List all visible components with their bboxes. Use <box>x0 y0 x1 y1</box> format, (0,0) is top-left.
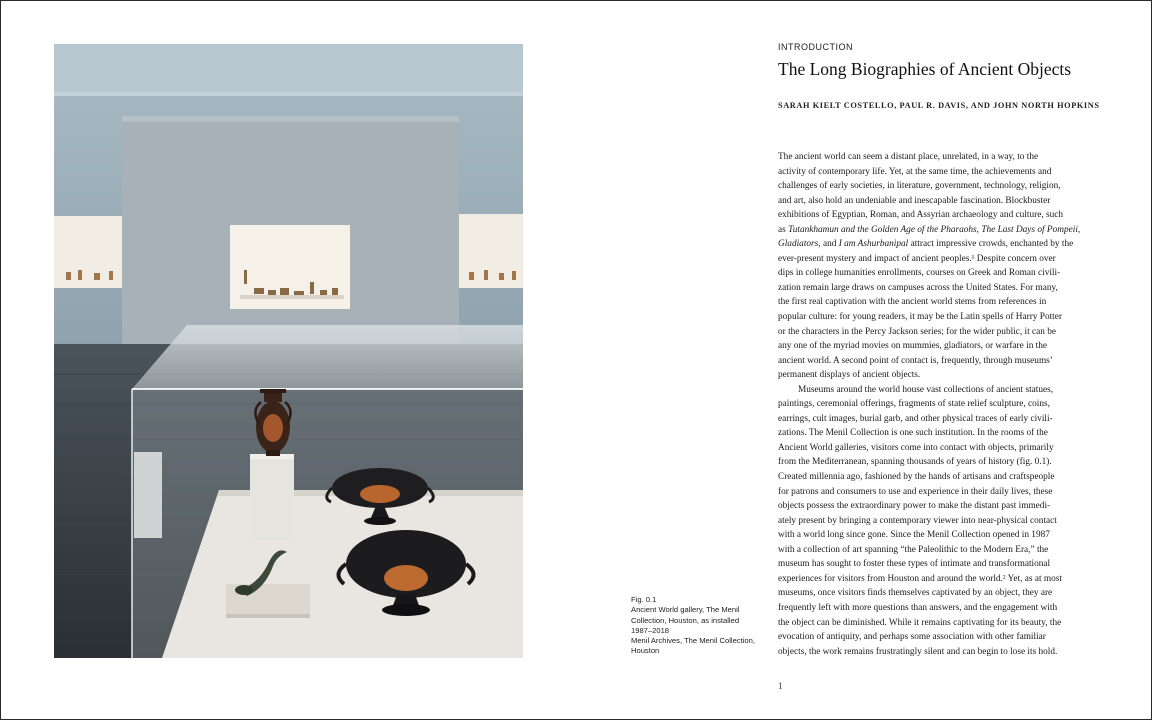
body-line: with a world long since gone. Since the Menil Collection opened in 1987 <box>778 530 1050 541</box>
body-line: the first real captivation with the ancient world stems from references in <box>778 297 1047 308</box>
body-line: frequently left with more questions than answers, and the engagement with <box>778 602 1058 613</box>
body-line: Created millennia ago, fashioned by the hands of artisans and craftspeople <box>778 472 1055 483</box>
body-line: Ancient World galleries, visitors come into contact with objects, primarily <box>778 442 1054 453</box>
gallery-photo-illustration <box>54 44 523 658</box>
body-line: zations. The Menil Collection is one such institution. In the rooms of the <box>778 428 1048 439</box>
body-line: zation remain large draws on campuses across the United States. For many, <box>778 282 1058 293</box>
body-line: evocation of antiquity, and perhaps some association with other familiar <box>778 632 1046 643</box>
caption-line: Menil Archives, The Menil Collection, <box>631 636 755 646</box>
body-line-lead: as <box>778 224 789 235</box>
body-line: museums, once visitors finds themselves captivated by an object, they are <box>778 588 1053 599</box>
italic-title: I am Ashurbanipal <box>838 239 909 250</box>
separator: , and <box>818 239 839 250</box>
body-line: for patrons and consumers to use and experience in their daily lives, these <box>778 486 1053 497</box>
body-line: objects possess the extraordinary power to make the distant past immedi- <box>778 501 1051 512</box>
body-line: the object can be diminished. While it remains captivating for its beauty, the <box>778 617 1062 628</box>
body-line: with a collection of art spanning “the Paleolithic to the Modern Era,” the <box>778 544 1049 555</box>
body-line: from the Mediterranean, spanning thousands of years of history (fig. 0.1). <box>778 457 1052 468</box>
body-line: paintings, ceremonial offerings, fragments of state relief sculpture, coins, <box>778 399 1050 410</box>
separator: , <box>976 224 982 235</box>
body-line: permanent displays of ancient objects. <box>778 370 921 381</box>
body-line: challenges of early societies, in literature, government, technology, religion, <box>778 181 1061 192</box>
body-line: dips in college humanities enrollments, courses on Greek and Roman civili- <box>778 268 1061 279</box>
chapter-title: The Long Biographies of Ancient Objects <box>778 59 1072 79</box>
caption-line: Ancient World gallery, The Menil <box>631 605 740 615</box>
caption-line: Fig. 0.1 <box>631 595 657 604</box>
body-line: or the characters in the Percy Jackson series; for the wider public, it can be <box>778 326 1057 337</box>
italic-title: The Last Days of Pompeii <box>981 224 1078 235</box>
body-line: ancient world. A second point of contact is, frequently, through museums’ <box>778 355 1053 366</box>
body-line <box>778 223 1100 238</box>
body-line: objects, the work remains frustratingly silent and can begin to lose its hold. <box>778 646 1058 657</box>
body-line-tail: attract impressive crowds, enchanted by the <box>908 239 1074 250</box>
body-line: popular culture: for young readers, it may be the Latin spells of Harry Potter <box>778 312 1062 323</box>
separator: , <box>1077 224 1081 235</box>
body-line: Museums around the world house vast collections of ancient statues, <box>798 384 1054 395</box>
body-line: earrings, cult images, burial garb, and other physical traces of early civili- <box>778 413 1053 424</box>
chapter-authors: SARAH KIELT COSTELLO, PAUL R. DAVIS, AND JOHN NORTH HOPKINS <box>778 101 1100 110</box>
body-line: any one of the myriad movies on mummies, gladiators, or warfare in the <box>778 341 1048 352</box>
body-line: experiences for visitors from Houston and around the world.² Yet, as at most <box>778 573 1062 584</box>
body-line: ever-present mystery and impact of ancient peoples.¹ Despite concern over <box>778 253 1056 264</box>
figure-caption <box>631 595 761 657</box>
body-line: exhibitions of Egyptian, Roman, and Assyrian archaeology and culture, such <box>778 210 1064 221</box>
italic-title: Tutankhamun and the Golden Age of the Pharaohs <box>788 224 977 235</box>
body-line: The ancient world can seem a distant place, unrelated, in a way, to the <box>778 152 1039 162</box>
italic-title: Gladiators <box>778 239 819 250</box>
body-line: activity of contemporary life. Yet, at the same time, the achievements and <box>778 166 1052 177</box>
body-line: ately present by bringing a contemporary viewer into near-physical contact <box>778 515 1057 526</box>
page-number: 1 <box>778 681 783 691</box>
caption-line: Collection, Houston, as installed <box>631 615 740 625</box>
caption-line: Houston <box>631 646 660 656</box>
body-line: museum has sought to foster these types of intimate and transformational <box>778 559 1051 570</box>
section-label: INTRODUCTION <box>778 42 853 52</box>
body-line: and art, also hold an undeniable and inescapable fascination. Blockbuster <box>778 195 1051 206</box>
caption-line: 1987–2018 <box>631 625 670 635</box>
body-line <box>778 237 1100 252</box>
body-text <box>778 150 1100 659</box>
gallery-photo <box>54 44 523 658</box>
